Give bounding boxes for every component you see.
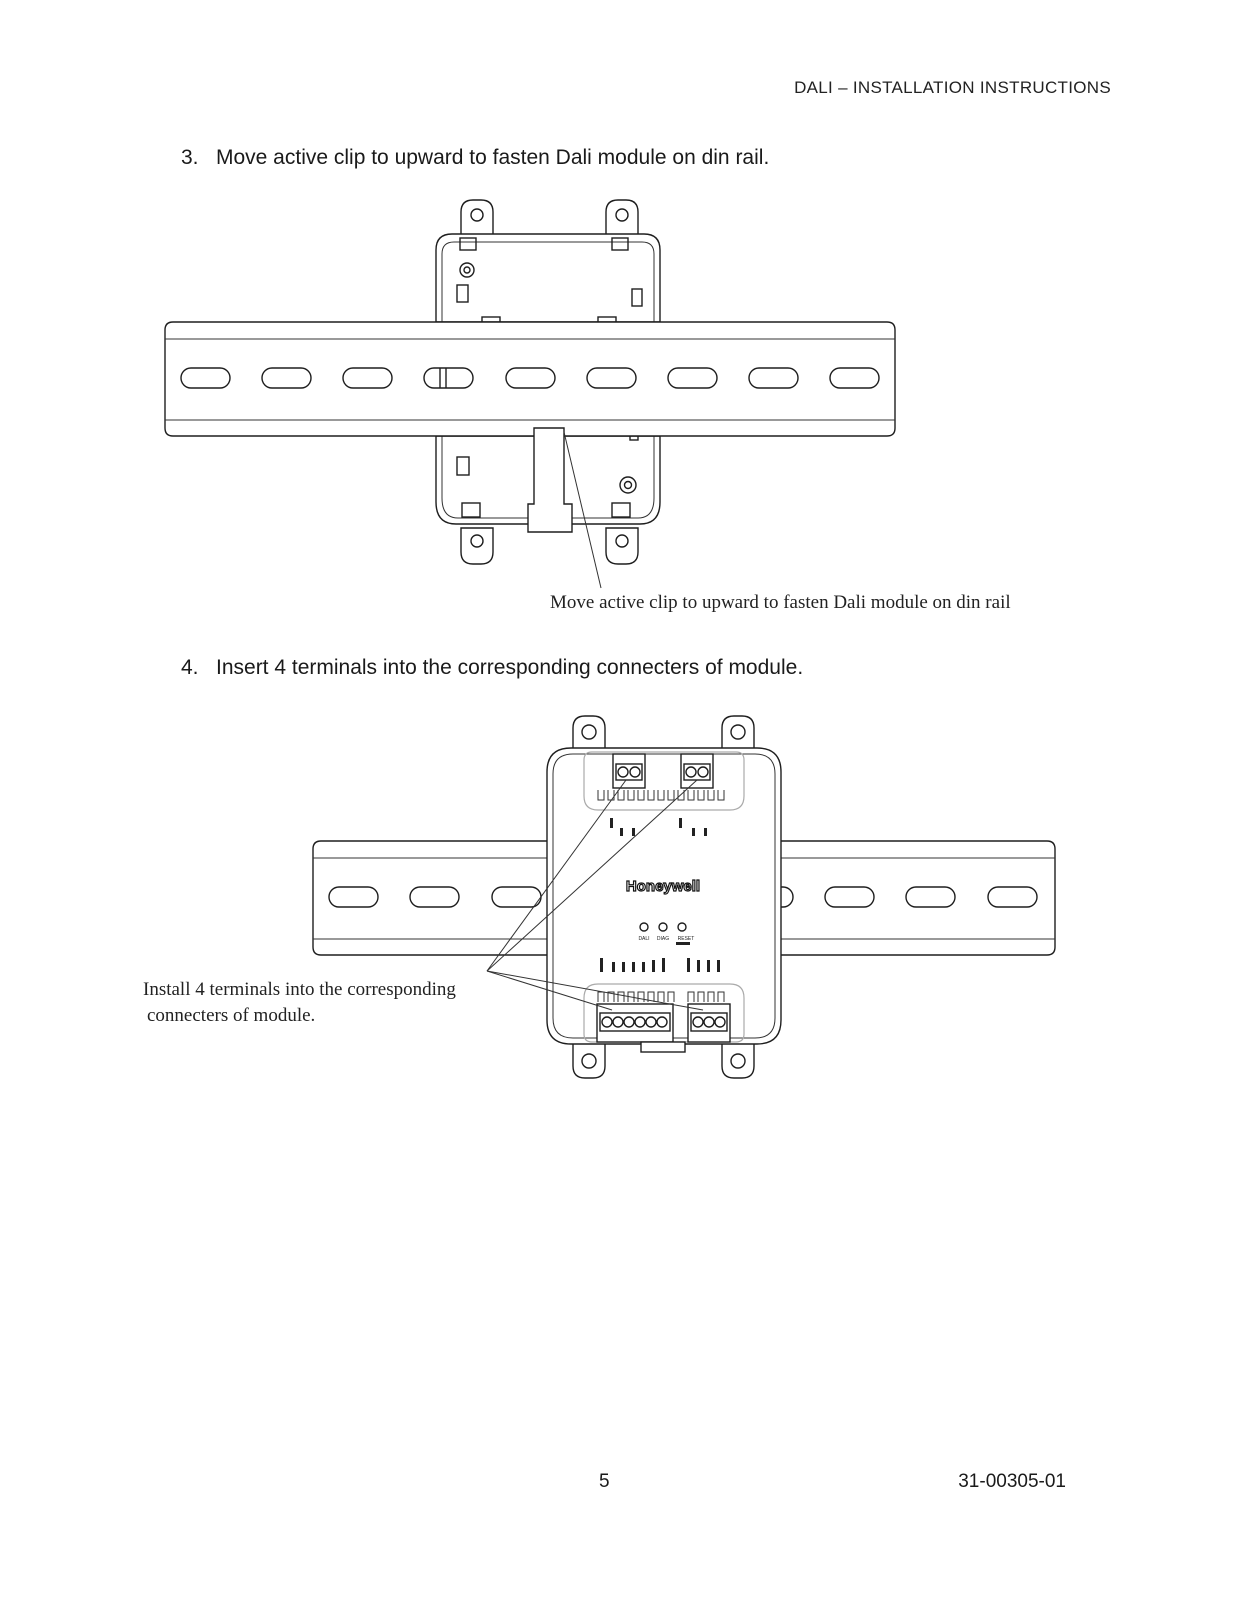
document-number: 31-00305-01 bbox=[958, 1471, 1066, 1492]
diag-led-label: DIAG bbox=[656, 936, 670, 942]
terminal-top-right bbox=[681, 754, 713, 788]
dali-led-label: DALI bbox=[638, 936, 650, 942]
step-3-text: Move active clip to upward to fasten Dali module on din rail. bbox=[216, 146, 770, 169]
figure-1-din-rail-diagram bbox=[165, 200, 1011, 613]
figure-2-callout-line-1: Install 4 terminals into the corresponding bbox=[143, 979, 456, 1000]
din-rail-1 bbox=[165, 322, 895, 436]
terminal-bottom-6-way bbox=[597, 1004, 673, 1042]
figure-2-terminal-diagram bbox=[143, 716, 1055, 1078]
figure-1-callout: Move active clip to upward to fasten Dali module on din rail bbox=[550, 592, 1011, 613]
step-4-text: Insert 4 terminals into the corresponding connecters of module. bbox=[216, 656, 804, 679]
step-4-number: 4. bbox=[181, 656, 199, 679]
terminal-top-left bbox=[613, 754, 645, 788]
terminal-bottom-3-way bbox=[688, 1004, 730, 1042]
reset-led-label: RESET bbox=[677, 936, 695, 942]
dali-module-body bbox=[547, 748, 781, 1052]
bottom-clip bbox=[641, 1042, 685, 1052]
brand-logo: Honeywell bbox=[625, 878, 701, 895]
page-number: 5 bbox=[599, 1471, 610, 1492]
figure-2-callout-line-2: connecters of module. bbox=[147, 1005, 316, 1026]
module-top bbox=[436, 200, 660, 323]
step-3-number: 3. bbox=[181, 146, 199, 169]
page-header: DALI – INSTALLATION INSTRUCTIONS bbox=[794, 78, 1111, 97]
